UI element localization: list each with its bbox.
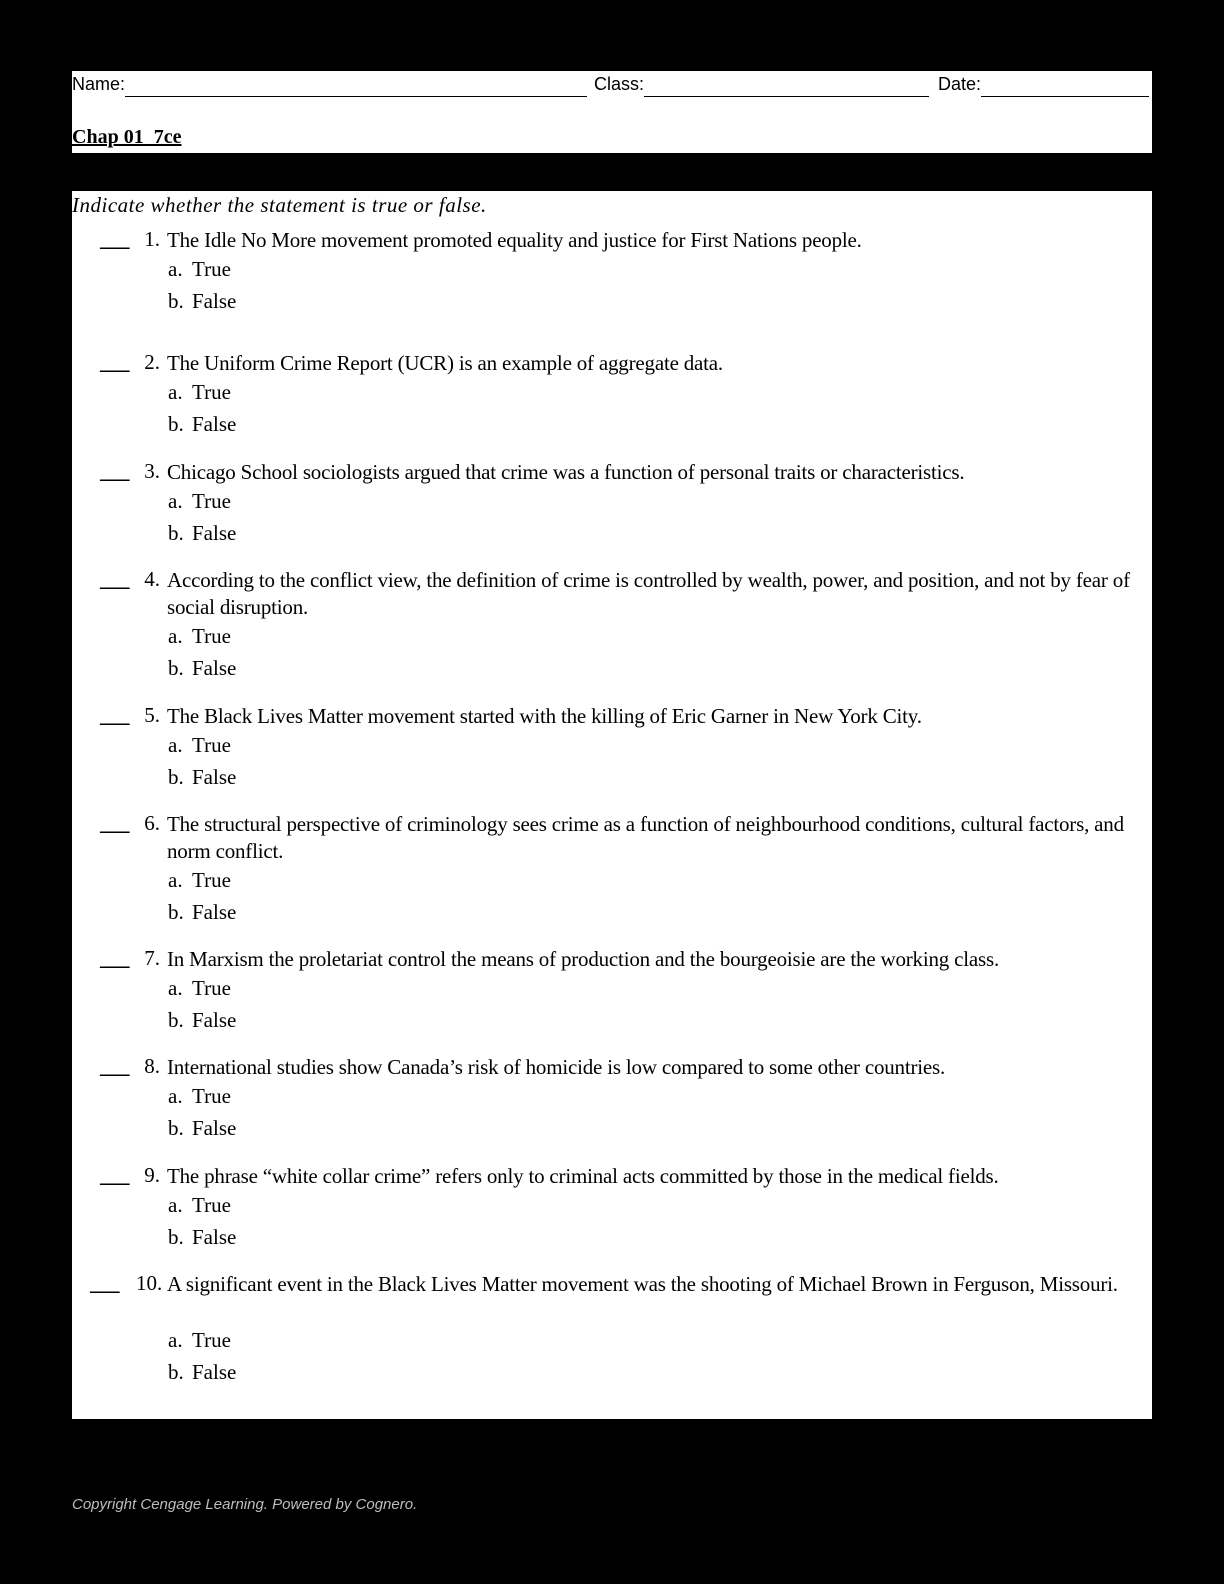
date-input-line[interactable] [981, 74, 1149, 97]
option-a[interactable] [168, 976, 231, 1001]
option-label: True [192, 1193, 231, 1217]
question-number: 6. [144, 811, 160, 835]
option-label: False [192, 1116, 237, 1140]
option-a[interactable] [168, 733, 231, 758]
option-letter: b. [168, 1008, 184, 1032]
option-letter: b. [168, 1116, 184, 1140]
option-label: False [192, 521, 237, 545]
answer-blank[interactable]: ___ [100, 227, 129, 251]
option-letter: b. [168, 1360, 184, 1384]
question-number: 4. [144, 567, 160, 591]
answer-blank[interactable]: ___ [100, 703, 129, 727]
option-letter: b. [168, 900, 184, 924]
option-label: True [192, 257, 231, 281]
option-label: True [192, 489, 231, 513]
question-text: In Marxism the proletariat control the means of production and the bourgeoisie are the working class. [167, 947, 1000, 971]
option-label: False [192, 656, 237, 680]
option-label: False [192, 1008, 237, 1032]
answer-blank[interactable]: ___ [100, 811, 129, 835]
option-label: True [192, 976, 231, 1000]
question-number: 5. [144, 703, 160, 727]
question-number: 9. [144, 1163, 160, 1187]
option-letter: a. [168, 489, 183, 513]
question-section [72, 191, 1152, 1419]
class-label: Class: [594, 74, 645, 94]
option-letter: b. [168, 1225, 184, 1249]
question-text: The Black Lives Matter movement started with the killing of Eric Garner in New York City. [167, 704, 922, 728]
question-text: Chicago School sociologists argued that crime was a function of personal traits or characteristics. [167, 460, 965, 484]
header-box [72, 71, 1152, 153]
option-b[interactable] [168, 1116, 236, 1141]
option-b[interactable] [168, 1360, 236, 1385]
option-label: False [192, 1225, 237, 1249]
question-text: The Uniform Crime Report (UCR) is an example of aggregate data. [167, 351, 723, 375]
answer-blank[interactable]: ___ [100, 567, 129, 591]
answer-blank[interactable]: ___ [100, 946, 129, 970]
option-b[interactable] [168, 412, 236, 437]
option-letter: a. [168, 1328, 183, 1352]
copyright-footer: Copyright Cengage Learning. Powered by Cognero. [72, 1496, 418, 1513]
option-a[interactable] [168, 624, 231, 649]
question-number: 10. [136, 1271, 163, 1295]
question-text: International studies show Canada’s risk of homicide is low compared to some other countries. [167, 1055, 946, 1079]
option-letter: a. [168, 257, 183, 281]
answer-blank[interactable]: ___ [100, 350, 129, 374]
date-field [938, 74, 1149, 97]
option-label: False [192, 900, 237, 924]
option-a[interactable] [168, 489, 231, 514]
option-label: False [192, 1360, 237, 1384]
option-label: False [192, 289, 237, 313]
option-label: True [192, 1084, 231, 1108]
instruction-text: Indicate whether the statement is true or false. [72, 193, 487, 217]
option-b[interactable] [168, 900, 236, 925]
date-label: Date: [938, 74, 982, 94]
question-number: 1. [144, 227, 160, 251]
option-letter: a. [168, 733, 183, 757]
option-letter: b. [168, 765, 184, 789]
option-letter: b. [168, 289, 184, 313]
answer-blank[interactable]: ___ [100, 1054, 129, 1078]
option-b[interactable] [168, 1225, 236, 1250]
option-letter: a. [168, 976, 183, 1000]
option-b[interactable] [168, 765, 236, 790]
class-field [594, 74, 929, 97]
chapter-title: Chap 01_7ce [72, 126, 182, 148]
option-letter: a. [168, 1193, 183, 1217]
option-a[interactable] [168, 257, 231, 282]
question-number: 2. [144, 350, 160, 374]
option-b[interactable] [168, 521, 236, 546]
option-label: False [192, 765, 237, 789]
option-b[interactable] [168, 289, 236, 314]
option-letter: a. [168, 868, 183, 892]
option-letter: a. [168, 380, 183, 404]
question-text: The phrase “white collar crime” refers only to criminal acts committed by those in the medical fields. [167, 1164, 999, 1188]
option-letter: b. [168, 412, 184, 436]
question-text: The structural perspective of criminology sees crime as a function of neighbourhood conditions, cultural factors, and norm conflict. [167, 812, 1124, 863]
option-b[interactable] [168, 656, 236, 681]
option-a[interactable] [168, 1084, 231, 1109]
option-label: True [192, 868, 231, 892]
option-letter: b. [168, 656, 184, 680]
question-number: 8. [144, 1054, 160, 1078]
answer-blank[interactable]: ___ [100, 1163, 129, 1187]
answer-blank[interactable]: ___ [90, 1271, 119, 1295]
answer-blank[interactable]: ___ [100, 459, 129, 483]
question-text: The Idle No More movement promoted equality and justice for First Nations people. [167, 228, 862, 252]
name-field [72, 74, 587, 97]
option-a[interactable] [168, 380, 231, 405]
option-label: True [192, 624, 231, 648]
option-label: False [192, 412, 237, 436]
option-label: True [192, 1328, 231, 1352]
question-text: A significant event in the Black Lives Matter movement was the shooting of Michael Brown in Ferguson, Missouri. [167, 1272, 1118, 1296]
option-letter: a. [168, 624, 183, 648]
option-letter: a. [168, 1084, 183, 1108]
question-text: According to the conflict view, the definition of crime is controlled by wealth, power, and position, and not by fear of social disruption. [167, 568, 1130, 619]
header-fields [72, 74, 1152, 100]
option-label: True [192, 733, 231, 757]
option-letter: b. [168, 521, 184, 545]
option-a[interactable] [168, 1193, 231, 1218]
option-b[interactable] [168, 1008, 236, 1033]
question-number: 3. [144, 459, 160, 483]
name-label: Name: [72, 74, 126, 94]
option-a[interactable] [168, 1328, 231, 1353]
question-number: 7. [144, 946, 160, 970]
option-a[interactable] [168, 868, 231, 893]
option-label: True [192, 380, 231, 404]
name-input-line[interactable] [125, 74, 587, 97]
class-input-line[interactable] [644, 74, 929, 97]
